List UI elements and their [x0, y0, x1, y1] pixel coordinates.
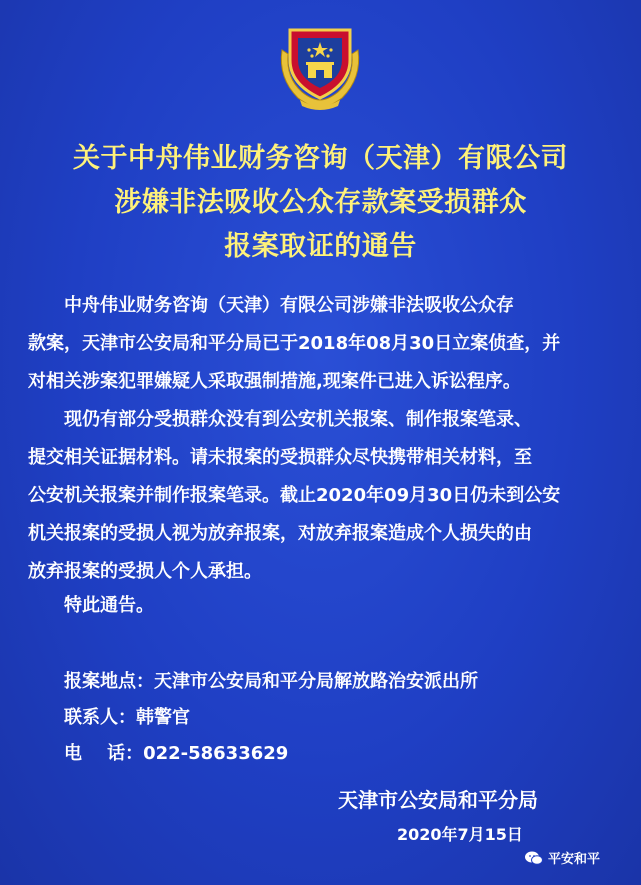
notice-title-line-2: 涉嫌非法吸收公众存款案受损群众: [114, 187, 527, 218]
body-line-5: 提交相关证据材料。请未报案的受损群众尽快携带相关材料，至: [28, 447, 532, 468]
notice-title-line-3: 报案取证的通告: [224, 231, 417, 262]
body-line-6: 公安机关报案并制作报案笔录。截止2020年09月30日仍未到公安: [28, 485, 561, 506]
police-emblem-icon: [272, 20, 368, 112]
body-line-1: 中舟伟业财务咨询（天津）有限公司涉嫌非法吸收公众存: [64, 295, 514, 316]
signature-date: 2020年7月15日: [397, 825, 523, 844]
body-line-4: 现仍有部分受损群众没有到公安机关报案、制作报案笔录、: [64, 409, 532, 430]
body-line-8: 放弃报案的受损人个人承担。: [28, 561, 262, 582]
body-line-2: 款案，天津市公安局和平分局已于2018年08月30日立案侦查，并: [28, 333, 561, 354]
body-line-3: 对相关涉案犯罪嫌疑人采取强制措施,现案件已进入诉讼程序。: [28, 371, 521, 392]
closing-line: 特此通告。: [64, 595, 154, 616]
body-line-7: 机关报案的受损人视为放弃报案，对放弃报案造成个人损失的由: [28, 523, 532, 544]
watermark: [524, 848, 600, 867]
contact-phone: 电 话：022-58633629: [64, 743, 289, 764]
watermark-text: 平安和平: [548, 852, 601, 867]
contact-person: 联系人：韩警官: [64, 707, 190, 728]
signature-org: 天津市公安局和平分局: [338, 788, 538, 812]
report-location: 报案地点：天津市公安局和平分局解放路治安派出所: [64, 671, 478, 692]
wechat-icon: [524, 850, 544, 866]
notice-title-line-1: 关于中舟伟业财务咨询（天津）有限公司: [73, 143, 568, 174]
